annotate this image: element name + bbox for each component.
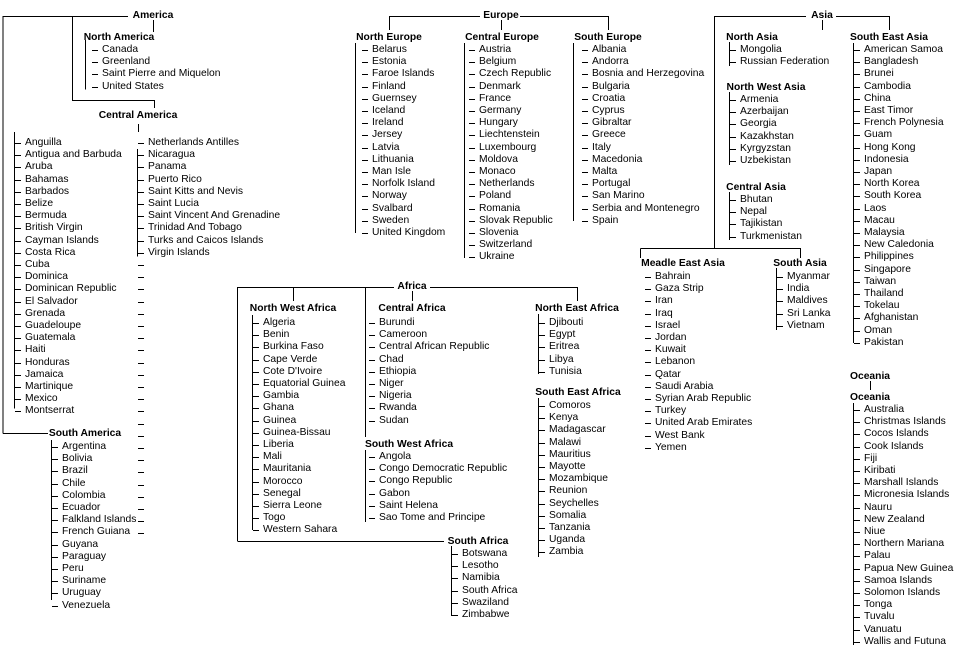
- country-item-palau: Palau: [864, 550, 891, 562]
- country-item-luxembourg: Luxembourg: [479, 141, 537, 153]
- country-item-mauritania: Mauritania: [263, 463, 312, 475]
- country-item-libya: Libya: [549, 353, 574, 365]
- region-heading-north-east-africa: North East Africa: [535, 303, 619, 314]
- country-item-poland: Poland: [479, 190, 512, 202]
- country-item-south-africa: South Africa: [462, 584, 518, 596]
- country-item-northern-mariana: Northern Mariana: [864, 538, 945, 550]
- country-item-philippines: Philippines: [864, 251, 914, 263]
- country-item-burkina-faso: Burkina Faso: [263, 341, 324, 353]
- country-item-puerto-rico: Puerto Rico: [148, 173, 202, 185]
- country-item-nauru: Nauru: [864, 501, 893, 513]
- country-item-east-timor: East Timor: [864, 105, 914, 116]
- country-item-guatemala: Guatemala: [25, 332, 76, 344]
- country-item-taiwan: Taiwan: [864, 275, 897, 287]
- country-item-cayman-islands: Cayman Islands: [25, 234, 99, 246]
- country-item-benin: Benin: [263, 329, 290, 341]
- country-item-switzerland: Switzerland: [479, 239, 533, 251]
- continent-label-africa: Africa: [397, 281, 427, 292]
- country-item-ghana: Ghana: [263, 402, 294, 414]
- country-item-jersey: Jersey: [372, 129, 403, 141]
- country-item-dominica: Dominica: [25, 271, 68, 283]
- country-item-afghanistan: Afghanistan: [864, 312, 919, 324]
- country-item-india: India: [787, 283, 810, 295]
- country-item-uruguay: Uruguay: [62, 587, 101, 599]
- country-item-el-salvador: El Salvador: [25, 295, 78, 307]
- country-item-mauritius: Mauritius: [549, 448, 591, 460]
- country-item-saint-lucia: Saint Lucia: [148, 198, 199, 209]
- country-item-honduras: Honduras: [25, 356, 70, 368]
- region-heading-north-america: North America: [83, 32, 155, 43]
- country-item-germany: Germany: [479, 105, 522, 116]
- country-item-cocos-islands: Cocos Islands: [864, 428, 929, 440]
- country-item-samoa-islands: Samoa Islands: [864, 574, 933, 586]
- country-item-myanmar: Myanmar: [787, 271, 830, 282]
- country-item-finland: Finland: [372, 80, 406, 92]
- region-heading-north-west-africa: North West Africa: [249, 303, 337, 314]
- country-item-niue: Niue: [864, 526, 886, 537]
- country-item-norway: Norway: [372, 190, 407, 202]
- country-item-saint-vincent-and-grenadine: Saint Vincent And Grenadine: [148, 210, 281, 222]
- region-heading-south-europe: South Europe: [574, 32, 642, 43]
- country-item-cyprus: Cyprus: [592, 105, 625, 116]
- country-item-uganda: Uganda: [549, 534, 586, 546]
- country-item-iceland: Iceland: [372, 105, 406, 116]
- country-item-peru: Peru: [62, 563, 84, 574]
- country-item-iraq: Iraq: [655, 307, 673, 319]
- country-item-morocco: Morocco: [263, 475, 303, 487]
- country-item-laos: Laos: [864, 202, 887, 214]
- country-item-papua-new-guinea: Papua New Guinea: [864, 562, 954, 574]
- region-heading-central-asia: Central Asia: [726, 182, 786, 193]
- country-item-solomon-islands: Solomon Islands: [864, 587, 941, 598]
- country-item-hungary: Hungary: [479, 117, 518, 129]
- region-heading-central-europe: Central Europe: [465, 32, 539, 43]
- country-item-belize: Belize: [25, 198, 54, 209]
- country-item-latvia: Latvia: [372, 141, 400, 153]
- region-heading-central-america: Central America: [98, 110, 178, 121]
- country-item-bhutan: Bhutan: [740, 194, 773, 205]
- country-item-french-polynesia: French Polynesia: [864, 117, 944, 129]
- region-heading-meadle-east-asia: Meadle East Asia: [641, 258, 725, 269]
- country-item-micronesia-islands: Micronesia Islands: [864, 489, 950, 501]
- country-item-macedonia: Macedonia: [592, 153, 643, 165]
- country-item-venezuela: Venezuela: [62, 599, 111, 611]
- country-item-zambia: Zambia: [549, 546, 584, 558]
- country-item-bosnia-and-herzegovina: Bosnia and Herzegovina: [592, 68, 705, 80]
- tree-connector-9: [390, 17, 481, 31]
- country-item-malta: Malta: [592, 166, 618, 177]
- country-item-malawi: Malawi: [549, 436, 582, 448]
- country-item-antigua-and-barbuda: Antigua and Barbuda: [25, 149, 122, 161]
- tree-connector-26: [430, 288, 578, 302]
- tree-connector-21: [641, 249, 801, 259]
- country-item-malaysia: Malaysia: [864, 227, 905, 238]
- country-item-tonga: Tonga: [864, 599, 893, 611]
- country-item-hong-kong: Hong Kong: [864, 141, 916, 153]
- country-item-saint-helena: Saint Helena: [379, 499, 438, 511]
- region-heading-south-east-africa: South East Africa: [535, 387, 621, 398]
- country-item-wallis-and-futuna: Wallis and Futuna: [864, 635, 947, 647]
- country-item-botswana: Botswana: [462, 548, 508, 559]
- country-item-barbados: Barbados: [25, 185, 70, 197]
- country-item-belarus: Belarus: [372, 44, 407, 55]
- country-item-andorra: Andorra: [592, 56, 629, 68]
- country-item-grenada: Grenada: [25, 307, 66, 319]
- country-item-uzbekistan: Uzbekistan: [740, 155, 791, 166]
- country-item-burundi: Burundi: [379, 317, 415, 328]
- country-item-angola: Angola: [379, 451, 412, 462]
- country-item-bahamas: Bahamas: [25, 173, 69, 185]
- region-heading-south-west-africa: South West Africa: [364, 439, 454, 450]
- country-item-nepal: Nepal: [740, 206, 767, 218]
- country-item-saint-pierre-and-miquelon: Saint Pierre and Miquelon: [102, 68, 221, 80]
- country-item-bermuda: Bermuda: [25, 210, 67, 222]
- country-item-netherlands-antilles: Netherlands Antilles: [148, 137, 240, 148]
- continent-label-america: America: [132, 10, 174, 21]
- country-item-greenland: Greenland: [102, 56, 151, 68]
- country-item-georgia: Georgia: [740, 118, 777, 130]
- country-item-china: China: [864, 92, 891, 104]
- country-item-turkmenistan: Turkmenistan: [740, 230, 802, 242]
- country-item-man-isle: Man Isle: [372, 166, 411, 177]
- country-item-swaziland: Swaziland: [462, 596, 509, 608]
- country-item-canada: Canada: [102, 44, 139, 55]
- country-item-thailand: Thailand: [864, 288, 904, 299]
- country-item-mexico: Mexico: [25, 393, 58, 405]
- country-item-costa-rica: Costa Rica: [25, 246, 76, 258]
- country-item-fiji: Fiji: [864, 452, 878, 464]
- country-item-tuvalu: Tuvalu: [864, 611, 895, 623]
- country-item-qatar: Qatar: [655, 368, 681, 380]
- country-item-france: France: [479, 92, 512, 104]
- country-item-guinea-bissau: Guinea-Bissau: [263, 426, 331, 438]
- country-item-comoros: Comoros: [549, 400, 591, 411]
- country-item-eritrea: Eritrea: [549, 341, 580, 353]
- country-item-central-african-republic: Central African Republic: [379, 341, 490, 353]
- country-item-slovenia: Slovenia: [479, 227, 519, 238]
- country-item-faroe-islands: Faroe Islands: [372, 68, 435, 80]
- region-heading-south-africa: South Africa: [447, 536, 509, 547]
- country-item-anguilla: Anguilla: [25, 137, 62, 148]
- country-item-kyrgyzstan: Kyrgyzstan: [740, 142, 791, 154]
- country-item-somalia: Somalia: [549, 509, 587, 521]
- country-item-ethiopia: Ethiopia: [379, 365, 417, 377]
- country-item-denmark: Denmark: [479, 80, 521, 92]
- country-item-nicaragua: Nicaragua: [148, 149, 195, 161]
- country-item-trinidad-and-tobago: Trinidad And Tobago: [148, 222, 242, 234]
- country-item-lesotho: Lesotho: [462, 560, 499, 572]
- country-item-british-virgin: British Virgin: [25, 222, 83, 234]
- region-heading-north-europe: North Europe: [356, 32, 422, 43]
- country-item-bahrain: Bahrain: [655, 271, 691, 282]
- country-item-tokelau: Tokelau: [864, 300, 900, 312]
- region-heading-south-america: South America: [48, 428, 122, 439]
- country-item-israel: Israel: [655, 319, 681, 331]
- country-item-togo: Togo: [263, 512, 286, 524]
- region-heading-central-africa: Central Africa: [378, 303, 446, 314]
- country-item-cape-verde: Cape Verde: [263, 353, 318, 365]
- country-item-paraguay: Paraguay: [62, 550, 107, 562]
- country-item-madagascar: Madagascar: [549, 424, 606, 436]
- country-item-tunisia: Tunisia: [549, 365, 582, 377]
- country-item-dominican-republic: Dominican Republic: [25, 283, 117, 295]
- country-item-saudi-arabia: Saudi Arabia: [655, 380, 714, 392]
- country-item-united-states: United States: [102, 80, 164, 92]
- country-item-macau: Macau: [864, 214, 895, 226]
- country-item-belgium: Belgium: [479, 56, 517, 68]
- country-item-equatorial-guinea: Equatorial Guinea: [263, 378, 346, 389]
- country-item-sudan: Sudan: [379, 414, 409, 426]
- country-item-colombia: Colombia: [62, 489, 106, 501]
- country-item-gabon: Gabon: [379, 487, 410, 499]
- country-item-panama: Panama: [148, 161, 187, 173]
- country-item-iran: Iran: [655, 295, 673, 307]
- country-item-guyana: Guyana: [62, 538, 99, 550]
- country-item-new-zealand: New Zealand: [864, 513, 925, 525]
- country-item-jamaica: Jamaica: [25, 368, 64, 380]
- country-item-liechtenstein: Liechtenstein: [479, 129, 540, 141]
- country-item-liberia: Liberia: [263, 439, 294, 450]
- country-item-guinea: Guinea: [263, 414, 297, 426]
- country-item-chad: Chad: [379, 353, 404, 365]
- country-item-saint-kitts-and-nevis: Saint Kitts and Nevis: [148, 185, 244, 197]
- country-item-reunion: Reunion: [549, 485, 588, 497]
- country-item-norfolk-island: Norfolk Island: [372, 178, 435, 190]
- country-item-congo-republic: Congo Republic: [379, 475, 453, 487]
- country-item-lebanon: Lebanon: [655, 356, 696, 368]
- country-item-namibia: Namibia: [462, 572, 500, 584]
- country-item-turks-and-caicos-islands: Turks and Caicos Islands: [148, 234, 264, 246]
- country-item-ireland: Ireland: [372, 117, 404, 129]
- country-item-spain: Spain: [592, 214, 619, 226]
- country-item-zimbabwe: Zimbabwe: [462, 609, 510, 620]
- country-item-christmas-islands: Christmas Islands: [864, 416, 946, 428]
- country-item-kazakhstan: Kazakhstan: [740, 130, 794, 142]
- country-item-portugal: Portugal: [592, 178, 631, 190]
- country-item-marshall-islands: Marshall Islands: [864, 477, 939, 489]
- country-item-bolivia: Bolivia: [62, 453, 93, 465]
- country-item-svalbard: Svalbard: [372, 202, 413, 214]
- country-item-kenya: Kenya: [549, 412, 579, 424]
- country-item-united-kingdom: United Kingdom: [372, 227, 446, 238]
- country-item-virgin-islands: Virgin Islands: [148, 246, 210, 258]
- country-item-suriname: Suriname: [62, 575, 107, 587]
- country-item-western-sahara: Western Sahara: [263, 524, 338, 536]
- country-item-bulgaria: Bulgaria: [592, 80, 630, 92]
- country-item-tajikistan: Tajikistan: [740, 218, 783, 230]
- country-item-guernsey: Guernsey: [372, 92, 417, 104]
- continent-label-oceania: Oceania: [849, 371, 891, 382]
- tree-connector-10: [520, 17, 609, 31]
- country-item-seychelles: Seychelles: [549, 497, 599, 509]
- country-item-gaza-strip: Gaza Strip: [655, 283, 704, 295]
- country-item-montserrat: Montserrat: [25, 405, 75, 417]
- tree-connector-16: [836, 17, 890, 31]
- country-item-monaco: Monaco: [479, 166, 516, 177]
- country-item-netherlands: Netherlands: [479, 178, 535, 190]
- country-item-cuba: Cuba: [25, 259, 50, 270]
- country-item-chile: Chile: [62, 477, 86, 489]
- country-item-bangladesh: Bangladesh: [864, 56, 919, 68]
- region-heading-oceania: Oceania: [849, 392, 891, 403]
- region-heading-south-asia: South Asia: [773, 258, 827, 269]
- country-item-senegal: Senegal: [263, 487, 301, 499]
- country-item-moldova: Moldova: [479, 153, 518, 165]
- country-item-yemen: Yemen: [655, 441, 687, 453]
- country-item-cameroon: Cameroon: [379, 329, 428, 341]
- country-item-san-marino: San Marino: [592, 190, 645, 202]
- region-heading-north-west-asia: North West Asia: [726, 82, 806, 93]
- country-item-united-arab-emirates: United Arab Emirates: [655, 417, 753, 429]
- country-item-cook-islands: Cook Islands: [864, 440, 924, 452]
- country-item-singapore: Singapore: [864, 263, 911, 275]
- country-item-ecuador: Ecuador: [62, 502, 101, 513]
- country-item-martinique: Martinique: [25, 381, 74, 392]
- country-item-nigeria: Nigeria: [379, 390, 412, 402]
- continent-label-asia: Asia: [811, 10, 833, 21]
- country-item-indonesia: Indonesia: [864, 153, 909, 165]
- country-item-japan: Japan: [864, 166, 893, 177]
- country-item-serbia-and-montenegro: Serbia and Montenegro: [592, 202, 700, 214]
- country-item-argentina: Argentina: [62, 441, 107, 452]
- country-item-french-guiana: French Guiana: [62, 526, 131, 538]
- country-item-czech-republic: Czech Republic: [479, 68, 552, 80]
- country-item-sweden: Sweden: [372, 214, 410, 226]
- country-item-mozambique: Mozambique: [549, 473, 608, 485]
- country-item-estonia: Estonia: [372, 56, 407, 68]
- country-item-azerbaijan: Azerbaijan: [740, 106, 789, 118]
- country-item-brazil: Brazil: [62, 465, 88, 477]
- country-item-armenia: Armenia: [740, 94, 779, 105]
- country-item-gambia: Gambia: [263, 390, 300, 402]
- country-item-tanzania: Tanzania: [549, 522, 591, 533]
- country-item-gibraltar: Gibraltar: [592, 117, 632, 129]
- country-item-albania: Albania: [592, 44, 627, 55]
- country-item-mongolia: Mongolia: [740, 44, 782, 55]
- country-item-croatia: Croatia: [592, 92, 626, 104]
- country-item-american-samoa: American Samoa: [864, 44, 943, 55]
- country-item-haiti: Haiti: [25, 344, 46, 356]
- country-item-cote-d-ivoire: Cote D'Ivoire: [263, 365, 323, 377]
- country-item-russian-federation: Russian Federation: [740, 56, 830, 68]
- country-item-maldives: Maldives: [787, 295, 828, 307]
- country-item-vietnam: Vietnam: [787, 319, 825, 331]
- country-item-lithuania: Lithuania: [372, 153, 414, 165]
- country-item-kuwait: Kuwait: [655, 344, 686, 356]
- country-item-jordan: Jordan: [655, 332, 687, 343]
- country-item-turkey: Turkey: [655, 405, 687, 417]
- country-item-new-caledonia: New Caledonia: [864, 239, 934, 251]
- country-item-australia: Australia: [864, 404, 905, 415]
- country-item-ukraine: Ukraine: [479, 251, 515, 263]
- country-item-mayotte: Mayotte: [549, 461, 586, 472]
- country-item-pakistan: Pakistan: [864, 336, 904, 348]
- country-item-vanuatu: Vanuatu: [864, 623, 902, 635]
- country-item-west-bank: West Bank: [655, 429, 705, 441]
- country-item-austria: Austria: [479, 44, 512, 55]
- country-item-niger: Niger: [379, 378, 404, 389]
- country-item-slovak-republic: Slovak Republic: [479, 214, 553, 226]
- country-item-guam: Guam: [864, 129, 893, 141]
- country-item-aruba: Aruba: [25, 161, 53, 173]
- country-item-egypt: Egypt: [549, 329, 576, 341]
- country-item-sierra-leone: Sierra Leone: [263, 500, 322, 511]
- country-item-djibouti: Djibouti: [549, 317, 584, 328]
- country-item-greece: Greece: [592, 129, 626, 141]
- country-item-cambodia: Cambodia: [864, 80, 911, 92]
- country-item-algeria: Algeria: [263, 317, 296, 328]
- country-item-kiribati: Kiribati: [864, 465, 896, 476]
- country-item-sao-tome-and-principe: Sao Tome and Principe: [379, 512, 486, 523]
- country-item-falkland-islands: Falkland Islands: [62, 514, 137, 526]
- country-item-south-korea: South Korea: [864, 190, 922, 202]
- country-item-rwanda: Rwanda: [379, 402, 417, 414]
- region-heading-north-asia: North Asia: [726, 32, 778, 43]
- country-item-north-korea: North Korea: [864, 178, 920, 190]
- country-item-oman: Oman: [864, 324, 893, 336]
- country-item-syrian-arab-republic: Syrian Arab Republic: [655, 393, 752, 404]
- country-item-guadeloupe: Guadeloupe: [25, 320, 82, 331]
- continent-label-europe: Europe: [483, 10, 519, 21]
- country-item-mali: Mali: [263, 451, 282, 463]
- region-heading-south-east-asia: South East Asia: [849, 32, 929, 43]
- country-item-italy: Italy: [592, 141, 611, 153]
- country-item-romania: Romania: [479, 202, 521, 214]
- country-item-sri-lanka: Sri Lanka: [787, 307, 831, 319]
- country-item-congo-democratic-republic: Congo Democratic Republic: [379, 463, 508, 475]
- country-item-brunei: Brunei: [864, 68, 894, 80]
